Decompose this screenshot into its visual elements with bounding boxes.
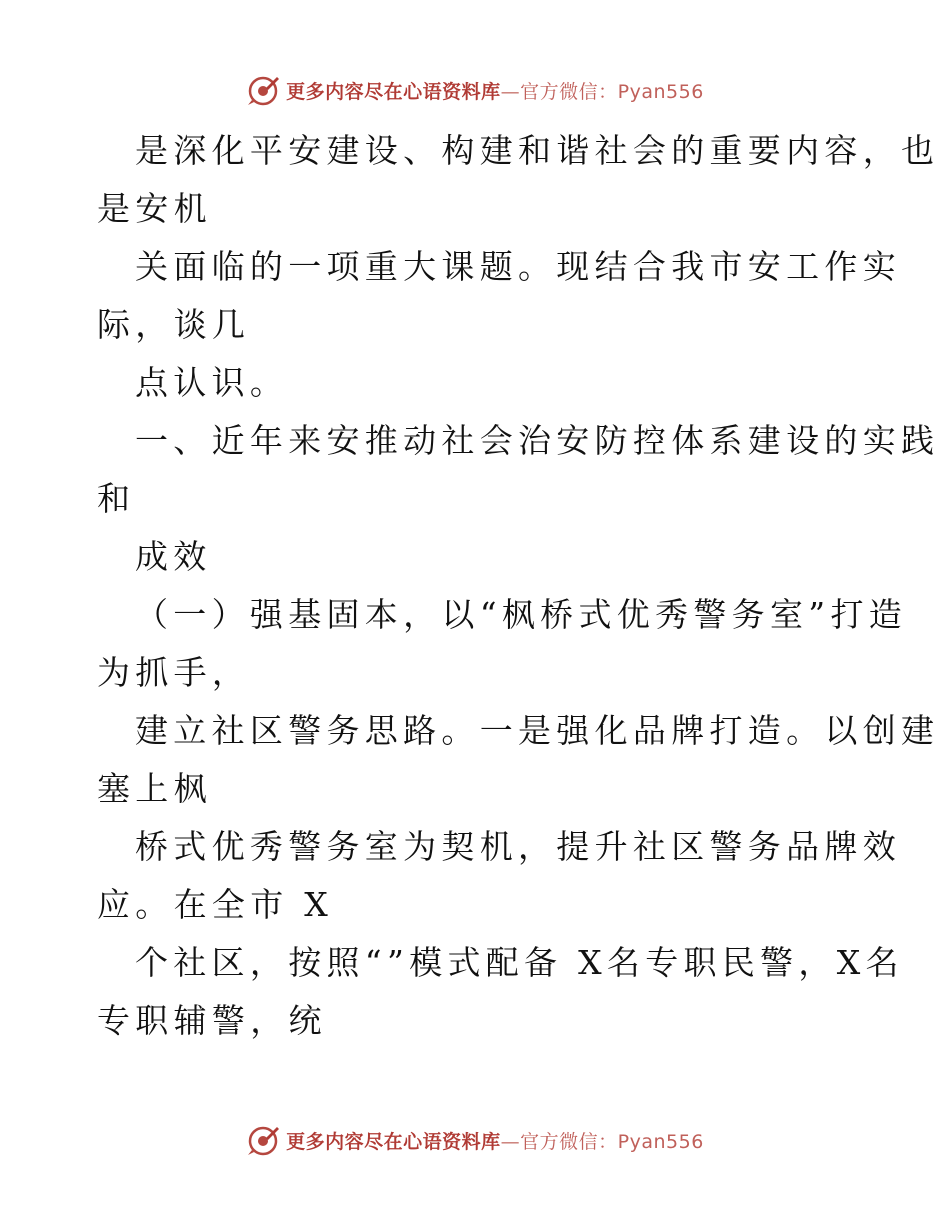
text-line: 是深化平安建设、构建和谐社会的重要内容，也 [135, 131, 940, 170]
text-line: 关面临的一项重大课题。现结合我市安工作实 [135, 247, 901, 286]
text-line: 为抓手， [97, 653, 251, 692]
text-line: 成效 [135, 537, 212, 576]
footer-banner-text: 更多内容尽在心语资料库—官方微信：Pyan556 [286, 1130, 704, 1153]
header-banner [0, 70, 950, 110]
text-line: 专职辅警，统 [97, 1001, 327, 1040]
text-line: 应。在全市 X [97, 885, 334, 924]
text-line: 建立社区警务思路。一是强化品牌打造。以创建 [135, 711, 940, 750]
text-line: （一）强基固本，以“枫桥式优秀警务室”打造 [135, 595, 908, 634]
text-line: 点认识。 [135, 363, 289, 402]
text-line: 桥式优秀警务室为契机，提升社区警务品牌效 [135, 827, 901, 866]
text-line: 一、近年来安推动社会治安防控体系建设的实践 [135, 421, 940, 460]
quill-logo-icon [246, 73, 280, 107]
quill-logo-icon [246, 1123, 280, 1157]
text-line: 和 [97, 479, 136, 518]
text-line: 是安机 [97, 189, 212, 228]
header-banner-content [246, 73, 704, 107]
footer-banner [0, 1120, 950, 1160]
text-line: 塞上枫 [97, 769, 212, 808]
header-banner-text: 更多内容尽在心语资料库—官方微信：Pyan556 [286, 80, 704, 103]
footer-banner-content [246, 1123, 704, 1157]
text-line: 际，谈几 [97, 305, 251, 344]
text-line: 个社区，按照“”模式配备 X名专职民警，X名 [135, 943, 904, 982]
document-body [97, 122, 940, 1050]
